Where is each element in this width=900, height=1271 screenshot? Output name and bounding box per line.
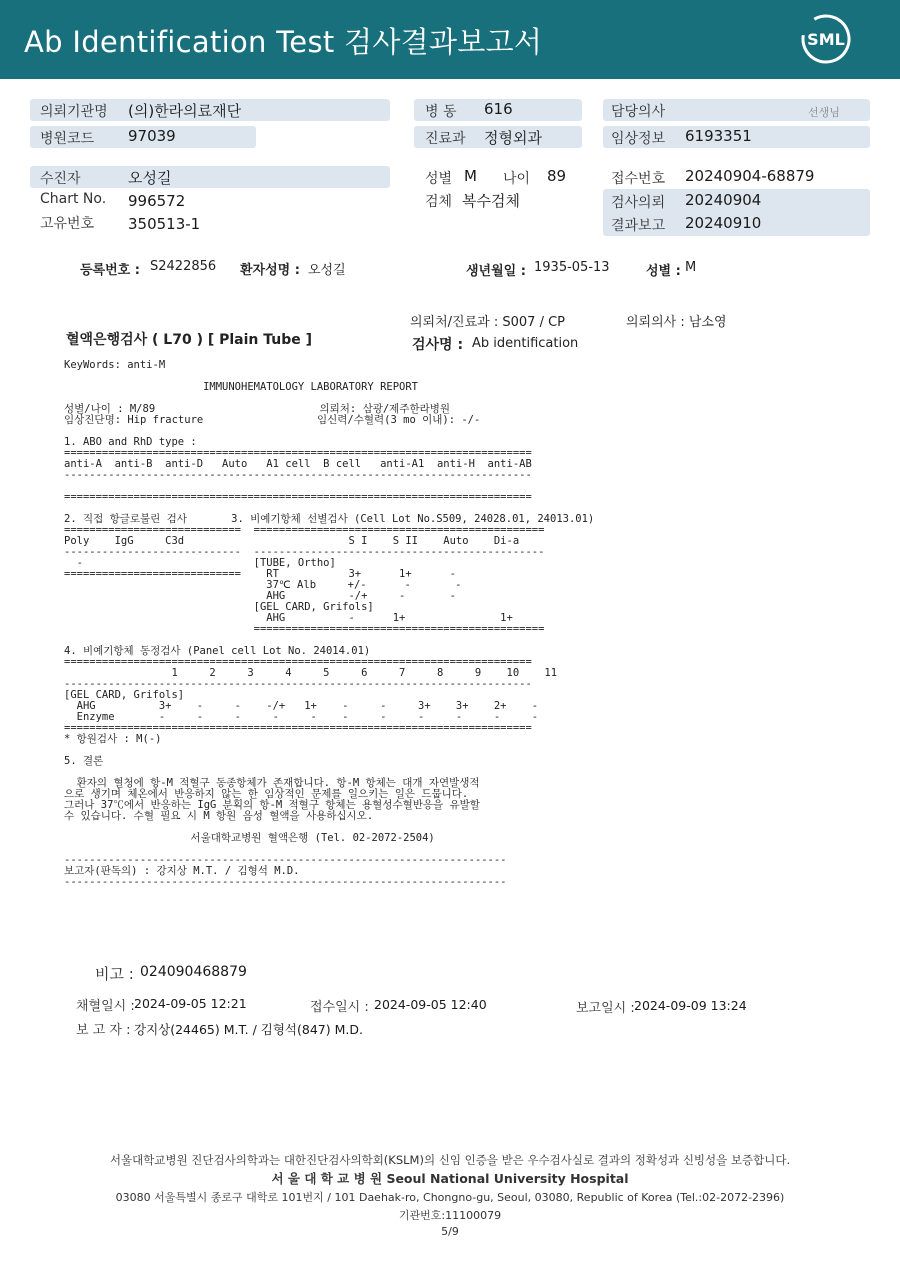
dept-label: 진료과 <box>425 131 466 147</box>
report-time-value: 2024-09-09 13:24 <box>634 998 747 1013</box>
report-line: 보고자(판독의) : 강지상 M.T. / 김형석 M.D. <box>64 865 300 877</box>
hospital-code-label: 병원코드 <box>40 131 95 147</box>
report-line: 성별/나이 : M/89 의뢰처: 삼광/제주한라병원 <box>64 403 451 415</box>
unique-value: 350513-1 <box>128 215 201 233</box>
test-title: 혈액은행검사 ( L70 ) [ Plain Tube ] <box>66 332 313 348</box>
report-line: 그러나 37℃에서 반응하는 IgG 분획의 항-M 적혈구 항체는 용혈성수혈반응을 유발할 <box>64 799 480 811</box>
name-value: 오성길 <box>308 263 346 278</box>
report-line: [GEL CARD, Grifols] <box>64 689 185 701</box>
report-line: AHG -/+ - - <box>64 590 456 602</box>
doctor-line: 의뢰의사 : 남소영 <box>626 315 727 330</box>
report-line: ---------------------------------------------------------------------- <box>64 876 507 888</box>
request-value: 20240904 <box>685 191 762 209</box>
report-line: 환자의 혈청에 항-M 적혈구 동종항체가 존재합니다. 항-M 항체는 대개 자연발생적 <box>64 777 480 789</box>
report-value: 20240910 <box>685 214 762 232</box>
dob-label: 생년월일 : <box>466 264 526 279</box>
institution-label: 의뢰기관명 <box>40 104 108 120</box>
sml-logo <box>800 13 852 65</box>
report-line: 서울대학교병원 혈액은행 (Tel. 02-2072-2504) <box>64 832 435 844</box>
unique-label: 고유번호 <box>40 216 95 232</box>
reg-value: S2422856 <box>150 259 217 274</box>
report-line: 5. 결론 <box>64 755 104 767</box>
report-line: ========================================================================== <box>64 491 532 503</box>
receipt-value: 20240904-68879 <box>685 167 815 185</box>
page-number: 5/9 <box>441 1225 459 1238</box>
patient-label: 수진자 <box>40 171 81 187</box>
report-line: ---------------------------- ---------------------------------------------- <box>64 546 545 558</box>
clinical-value: 6193351 <box>685 127 752 145</box>
report-line: 4. 비예기항체 동정검사 (Panel cell Lot No. 24014.01) <box>64 645 371 657</box>
doctor-suffix: 선생님 <box>808 106 840 119</box>
scan-sex-value: M <box>685 260 697 275</box>
institution-value: (의)한라의료재단 <box>128 102 242 120</box>
patient-value: 오성길 <box>128 169 172 187</box>
report-line: Enzyme - - - - - - - - - - - <box>64 711 539 723</box>
dob-value: 1935-05-13 <box>534 260 610 275</box>
report-line: KeyWords: anti-M <box>64 359 166 371</box>
sex-label: 성별 <box>425 171 453 187</box>
clinical-label: 임상정보 <box>611 131 666 147</box>
receive-label: 접수일시 : <box>310 1000 369 1015</box>
report-line: - [TUBE, Ortho] <box>64 557 336 569</box>
footer-certification: 서울대학교병원 진단검사의학과는 대한진단검사의학회(KSLM)의 신임 인증을 받은 우수검사실로 결과의 정확성과 신빙성을 보증합니다. <box>109 1153 791 1167</box>
lab-report-text <box>64 360 594 888</box>
report-line: ============================================== <box>64 623 545 635</box>
report-label: 결과보고 <box>611 218 666 234</box>
report-line: 37℃ Alb +/- - - <box>64 579 462 591</box>
report-line: * 항원검사 : M(-) <box>64 733 162 745</box>
footer-address: 03080 서울특별시 종로구 대학로 101번지 / 101 Daehak-ro, Chongno-gu, Seoul, 03080, Republic of Korea (Tel.:02-2072-2396) <box>115 1191 785 1204</box>
report-line: AHG 3+ - - -/+ 1+ - - 3+ 3+ 2+ - <box>64 700 539 712</box>
dept-line: 의뢰처/진료과 : S007 / CP <box>410 315 565 330</box>
collect-value: 2024-09-05 12:21 <box>134 996 247 1011</box>
specimen-value: 복수검체 <box>462 192 520 210</box>
report-title: Ab Identification Test 검사결과보고서 <box>24 25 543 59</box>
patient-bar <box>30 166 390 188</box>
chart-value: 996572 <box>128 192 186 210</box>
footer-institution-number: 기관번호:11100079 <box>398 1209 502 1222</box>
report-line: -------------------------------------------------------------------------- <box>64 469 532 481</box>
report-line: anti-A anti-B anti-D Auto A1 cell B cell anti-A1 anti-H anti-AB <box>64 458 532 470</box>
request-label: 검사의뢰 <box>611 195 666 211</box>
report-line: [GEL CARD, Grifols] <box>64 601 374 613</box>
age-value: 89 <box>547 167 567 185</box>
doctor-label: 담당의사 <box>611 104 666 120</box>
age-label: 나이 <box>503 171 531 187</box>
report-line: 으로 생기며 체온에서 반응하지 않는 한 임상적인 문제를 일으키는 일은 드뭅니다. <box>64 788 469 800</box>
reg-label: 등록번호 : <box>80 263 140 278</box>
scan-sex-label: 성별 : <box>646 264 681 279</box>
report-line: AHG - 1+ 1+ <box>64 612 513 624</box>
report-line <box>64 745 594 756</box>
reporter-value: 강지상(24465) M.T. / 김형석(847) M.D. <box>134 1022 363 1037</box>
ward-value: 616 <box>484 100 513 118</box>
report-line: 임상진단명: Hip fracture 임신력/수혈력(3 mo 이내): -/- <box>64 414 481 426</box>
report-line: -------------------------------------------------------------------------- <box>64 678 532 690</box>
report-line: 2. 직접 항글로불린 검사 3. 비예기항체 선별검사 (Cell Lot No.S509, 24028.01, 24013.01) <box>64 513 595 525</box>
test-name-value: Ab identification <box>472 336 579 351</box>
report-line: Poly IgG C3d S I S II Auto Di-a <box>64 535 520 547</box>
scanned-report <box>40 248 822 948</box>
report-line: 수 있습니다. 수혈 필요 시 M 항원 음성 혈액을 사용하십시오. <box>64 810 374 822</box>
dept-value: 정형외과 <box>484 129 542 147</box>
receipt-label: 접수번호 <box>611 171 666 187</box>
report-line: ========================================================================== <box>64 656 532 668</box>
report-line: IMMUNOHEMATOLOGY LABORATORY REPORT <box>64 381 419 393</box>
reporter-label: 보 고 자 : <box>76 1023 131 1038</box>
report-line: ---------------------------------------------------------------------- <box>64 854 507 866</box>
report-line: ========================================================================== <box>64 722 532 734</box>
svg-text:SML: SML <box>807 30 845 49</box>
footer-hospital-name: 서 울 대 학 교 병 원 Seoul National University Hospital <box>271 1171 629 1186</box>
chart-label: Chart No. <box>40 191 107 207</box>
report-line: 1. ABO and RhD type : <box>64 436 197 448</box>
remark-value: 024090468879 <box>140 964 247 980</box>
receive-value: 2024-09-05 12:40 <box>374 997 487 1012</box>
name-label: 환자성명 : <box>240 263 300 278</box>
specimen-label: 검체 <box>425 194 453 210</box>
ward-label: 병 동 <box>425 104 457 120</box>
report-line: 1 2 3 4 5 6 7 8 9 10 11 <box>64 667 558 679</box>
remark-label: 비고 : <box>95 965 134 983</box>
report-line: ========================================================================== <box>64 447 532 459</box>
collect-label: 채혈일시 : <box>76 999 135 1014</box>
report-line: ============================ RT 3+ 1+ - <box>64 568 456 580</box>
report-time-label: 보고일시 : <box>576 1001 635 1016</box>
sex-value: M <box>464 167 477 185</box>
hospital-code-value: 97039 <box>128 127 176 145</box>
report-header <box>0 0 900 79</box>
report-line: ============================ ============================================== <box>64 524 545 536</box>
test-name-label: 검사명 : <box>412 337 464 353</box>
